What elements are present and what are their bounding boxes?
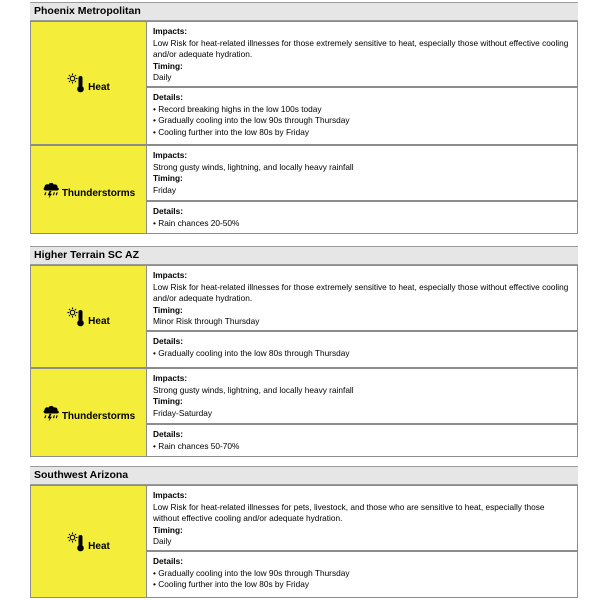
region-header-higher-terrain-sc-az	[30, 246, 578, 265]
timing-text: Daily	[153, 536, 172, 547]
impacts-label: Impacts:	[153, 490, 188, 500]
timing-text: Friday	[153, 184, 177, 195]
details-label: Details:	[153, 556, 183, 566]
details-block	[147, 424, 578, 457]
hazard-row-thunderstorms	[30, 145, 578, 234]
hazard-label: Heat	[88, 315, 110, 327]
details-item: • Rain chances 20-50%	[153, 218, 571, 230]
impacts-text: Low Risk for heat-related illnesses for those extremely sensitive to heat, especially those without effective cooling and/or adequate hydration.	[153, 281, 569, 304]
heat-icon	[67, 73, 87, 93]
timing-label: Timing:	[153, 304, 183, 315]
hazard-row-heat	[30, 265, 578, 368]
heat-icon	[67, 307, 87, 327]
heat-icon	[67, 532, 87, 552]
details-item: • Record breaking highs in the low 100s today	[153, 104, 571, 116]
timing-text: Daily	[153, 72, 172, 83]
hazard-row-heat	[30, 21, 578, 145]
details-label: Details:	[153, 429, 183, 439]
details-block	[147, 331, 578, 368]
thunderstorm-icon	[42, 180, 61, 199]
impacts-timing-block	[147, 21, 578, 87]
details-item: • Cooling further into the low 80s by Friday	[153, 127, 571, 139]
impacts-timing-block	[147, 265, 578, 331]
details-label: Details:	[153, 336, 183, 346]
details-item: • Rain chances 50-70%	[153, 441, 571, 453]
impacts-label: Impacts:	[153, 270, 188, 280]
details-block	[147, 201, 578, 234]
impacts-text: Low Risk for heat-related illnesses for pets, livestock, and those who are sensitive to heat, especially those without effective cooling and/or adequate hydration.	[153, 501, 545, 524]
hazard-cell	[30, 265, 147, 368]
impacts-text: Strong gusty winds, lightning, and locally heavy rainfall	[153, 161, 354, 172]
details-list	[153, 348, 571, 360]
region-title: Phoenix Metropolitan	[34, 5, 141, 17]
impacts-text: Strong gusty winds, lightning, and locally heavy rainfall	[153, 384, 354, 395]
details-block	[147, 87, 578, 145]
details-list	[153, 104, 571, 139]
timing-text: Minor Risk through Thursday	[153, 316, 260, 327]
timing-label: Timing:	[153, 396, 183, 407]
details-list	[153, 441, 571, 453]
region-header-phoenix-metropolitan	[30, 2, 578, 21]
region-title: Southwest Arizona	[34, 469, 129, 481]
impacts-label: Impacts:	[153, 26, 188, 36]
hazard-label: Thunderstorms	[61, 188, 136, 199]
details-list	[153, 568, 571, 591]
impacts-text: Low Risk for heat-related illnesses for those extremely sensitive to heat, especially those without effective cooling and/or adequate hydration.	[153, 37, 569, 60]
impacts-label: Impacts:	[153, 150, 188, 160]
thunderstorm-icon	[42, 403, 61, 422]
impacts-timing-block	[147, 485, 578, 551]
region-title: Higher Terrain SC AZ	[34, 249, 140, 261]
details-list	[153, 218, 571, 230]
details-item: • Cooling further into the low 80s by Friday	[153, 579, 571, 591]
impacts-timing-block	[147, 368, 578, 424]
details-item: • Gradually cooling into the low 90s through Thursday	[153, 568, 571, 580]
hazard-cell	[30, 368, 147, 457]
details-item: • Gradually cooling into the low 90s through Thursday	[153, 115, 571, 127]
hazard-row-heat	[30, 485, 578, 598]
hazard-label: Heat	[88, 540, 110, 552]
timing-label: Timing:	[153, 173, 183, 184]
hazard-label: Heat	[88, 82, 110, 93]
details-block	[147, 551, 578, 598]
timing-text: Friday-Saturday	[153, 407, 213, 418]
hazard-cell	[30, 145, 147, 234]
details-label: Details:	[153, 92, 183, 102]
hazard-cell	[30, 485, 147, 598]
details-item: • Gradually cooling into the low 80s through Thursday	[153, 348, 571, 360]
impacts-timing-block	[147, 145, 578, 201]
timing-label: Timing:	[153, 60, 183, 71]
hazard-label: Thunderstorms	[61, 411, 136, 422]
hazard-cell	[30, 21, 147, 145]
hazard-row-thunderstorms	[30, 368, 578, 457]
region-header-southwest-arizona	[30, 466, 578, 485]
impacts-label: Impacts:	[153, 373, 188, 383]
timing-label: Timing:	[153, 524, 183, 535]
details-label: Details:	[153, 206, 183, 216]
